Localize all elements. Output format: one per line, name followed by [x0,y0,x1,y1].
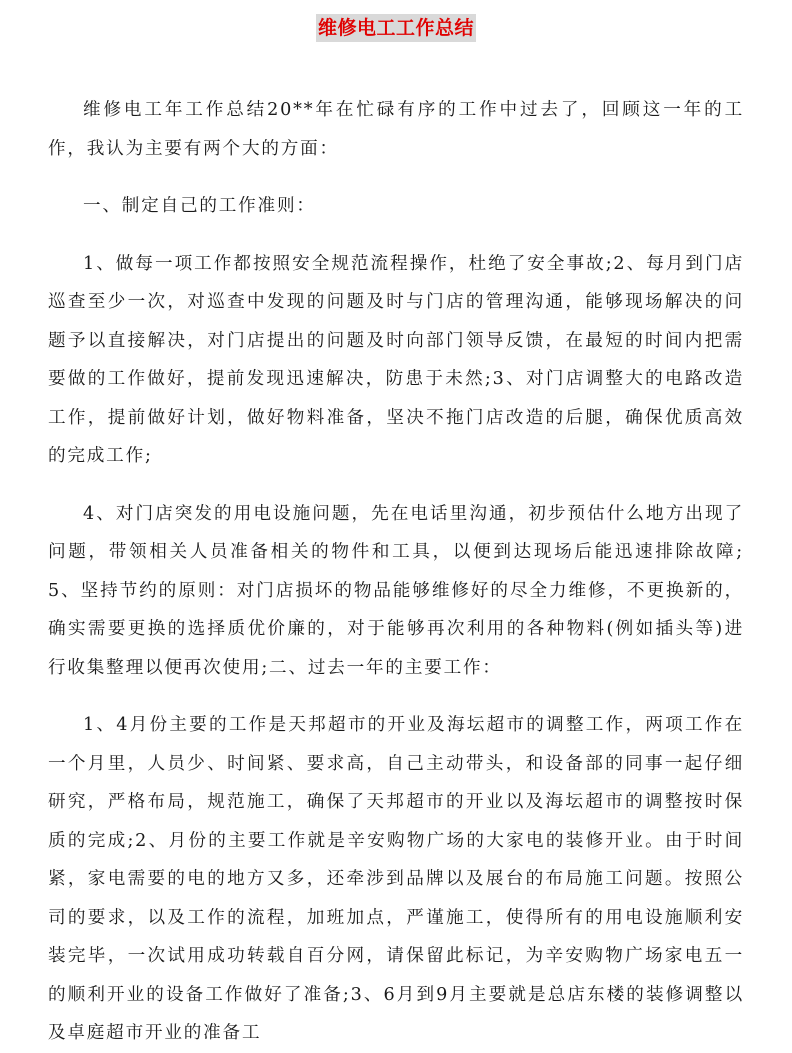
title-container [0,14,792,42]
paragraph-heading-one: 一、制定自己的工作准则： [83,196,316,216]
paragraph-intro: 维修电工年工作总结20**年在忙碌有序的工作中过去了，回顾这一年的工作，我认为主要有两个大的方面： [48,100,744,159]
document-body [48,91,744,1053]
document-title: 维修电工工作总结 [316,14,476,42]
paragraph-rules-1: 1、做每一项工作都按照安全规范流程操作，杜绝了安全事故;2、每月到门店巡查至少一次，对巡查中发现的问题及时与门店的管理沟通，能够现场解决的问题予以直接解决，对门店提出的问题及时向部门领导反馈，在最短的时间内把需要做的工作做好，提前发现迅速解决，防患于未然;3、对门店调整大的电路改造工作，提前做好计划，做好物料准备，坚决不拖门店改造的后腿，确保优质高效的完成工作; [48,253,744,466]
paragraph-rules-2: 4、对门店突发的用电设施问题，先在电话里沟通，初步预估什么地方出现了问题，带领相关人员准备相关的物件和工具，以便到达现场后能迅速排除故障;5、坚持节约的原则：对门店损坏的物品能够维修好的尽全力维修，不更换新的，确实需要更换的选择质优价廉的，对于能够再次利用的各种物料(例如插头等)进行收集整理以便再次使用;二、过去一年的主要工作： [48,503,744,678]
paragraph-main-work: 1、4月份主要的工作是天邦超市的开业及海坛超市的调整工作，两项工作在一个月里，人员少、时间紧、要求高，自己主动带头，和设备部的同事一起仔细研究，严格布局，规范施工，确保了天邦超市的开业以及海坛超市的调整按时保质的完成;2、月份的主要工作就是辛安购物广场的大家电的装修开业。由于时间紧，家电需要的电的地方又多，还牵涉到品牌以及展台的布局施工问题。按照公司的要求，以及工作的流程，加班加点，严谨施工，使得所有的用电设施顺利安装完毕，一次试用成功转载自百分网，请保留此标记，为辛安购物广场家电五一的顺利开业的设备工作做好了准备;3、6月到9月主要就是总店东楼的装修调整以及卓庭超市开业的准备工 [48,715,744,1043]
